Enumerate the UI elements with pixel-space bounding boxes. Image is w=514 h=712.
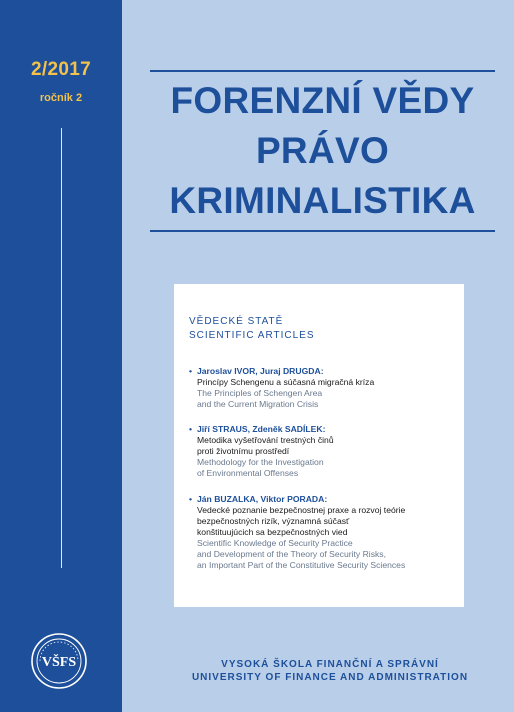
bullet-icon: • (189, 366, 193, 376)
article-title-local: konštituujúcich sa bezpečnostných vied (197, 527, 348, 537)
volume-label: ročník 2 (39, 92, 83, 104)
journal-title-line-3: KRIMINALISTIKA (169, 180, 476, 221)
vsfs-seal-icon (30, 632, 88, 690)
university-name-en: UNIVERSITY OF FINANCE AND ADMINISTRATION (191, 672, 469, 683)
article-title-local: bezpečnostných rizík, významná súčasť (197, 516, 350, 526)
issue-number: 2/2017 (31, 59, 91, 80)
article-authors: Jiří STRAUS, Zdeněk SADÍLEK: (197, 424, 326, 434)
article-title-local: Metodika vyšetřování trestných činů (197, 435, 334, 445)
article-3 (189, 494, 459, 571)
article-2 (189, 424, 459, 479)
article-authors: Ján BUZALKA, Viktor PORADA: (197, 494, 328, 504)
article-authors: Jaroslav IVOR, Juraj DRUGDA: (197, 366, 324, 376)
article-title-en: an Important Part of the Constitutive Security Sciences (197, 560, 406, 570)
article-title-en: Scientific Knowledge of Security Practice (197, 538, 353, 548)
article-title-en: The Principles of Schengen Area (197, 388, 323, 398)
article-title-local: Vedecké poznanie bezpečnostnej praxe a rozvoj teórie (197, 505, 406, 515)
logo-text: VŠFS (41, 655, 77, 670)
bullet-icon: • (189, 424, 193, 434)
article-title-en: of Environmental Offenses (197, 468, 299, 478)
article-title-en: and Development of the Theory of Security Risks, (197, 549, 386, 559)
section-heading-en: SCIENTIFIC ARTICLES (189, 330, 315, 341)
article-title-local: proti životnímu prostředí (197, 446, 290, 456)
article-title-en: Methodology for the Investigation (197, 457, 324, 467)
article-1 (189, 366, 459, 410)
article-title-local: Princípy Schengenu a súčasná migračná kríza (197, 377, 375, 387)
title-top-rule (150, 70, 495, 72)
university-name-cz: VYSOKÁ ŠKOLA FINANČNÍ A SPRÁVNÍ (221, 659, 439, 670)
vertical-divider (61, 128, 62, 568)
title-bottom-rule (150, 230, 495, 232)
journal-title-line-2: PRÁVO (255, 130, 390, 171)
bullet-icon: • (189, 494, 193, 504)
article-title-en: and the Current Migration Crisis (197, 399, 319, 409)
section-heading-cz: VĚDECKÉ STATĚ (189, 316, 284, 327)
journal-title-line-1: FORENZNÍ VĚDY (170, 80, 475, 121)
